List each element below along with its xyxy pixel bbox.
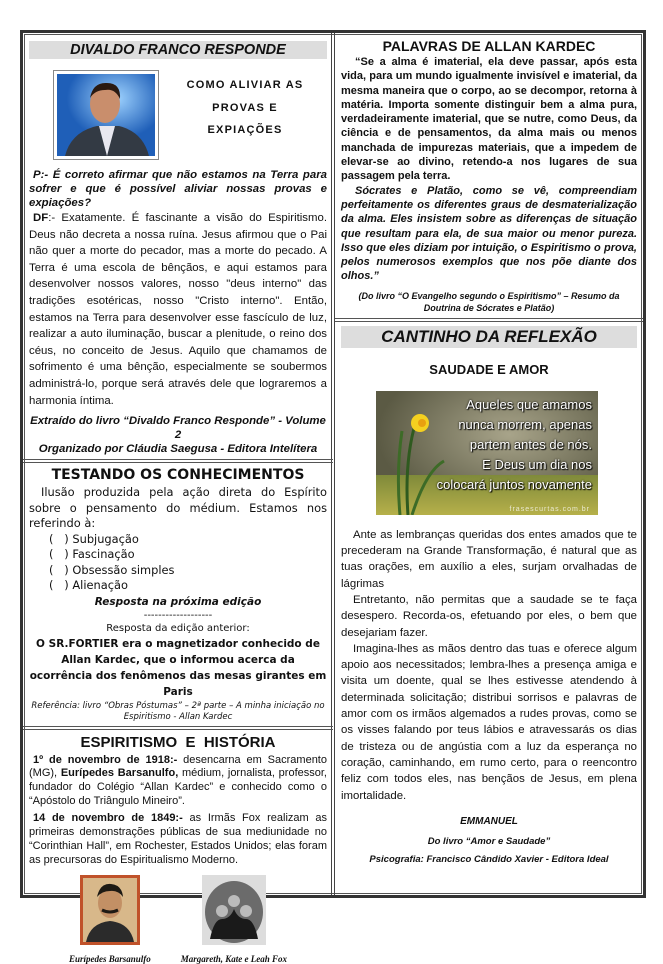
kardec-quote: “Se a alma é imaterial, ela deve passar, após esta vida, para um mundo igualmente invisível e imaterial, da mesma maneira que o corpo, ao se decompor, retorna à matéria. Importa somente distinguir bem a alma pura, verdadeiramente imaterial, que se nutre, como Deus, da ciência e de pensamentos, da alma mais ou menos manchada de impurezas materiais, que a impedem de elevar-se ao divino, retendo-a nos lugares de sua passagem pela terra. [341,56,637,183]
source-line-2: Organizado por Cláudia Saegusa - Editora Intelítera [38,443,318,456]
left-column [25,33,331,964]
reflexao-subtitle: SAUDADE E AMOR [429,361,549,377]
kardec-section [337,37,641,318]
quiz-option[interactable]: ( ) Subjugação [49,531,139,546]
subtitle-line: PROVAS E [212,101,278,114]
photo-euripedes [69,875,151,964]
subtitle-line: COMO ALIVIAR AS [186,79,304,91]
subtitle-line: EXPIAÇÕES [207,124,283,136]
event-date: 14 de novembro de 1849:- [33,812,183,825]
psicografia: Psicografia: Francisco Cândido Xavier - Editora Ideal [369,853,609,865]
image-watermark: frasescurtas.com.br [509,505,590,513]
reflexao-section [337,326,641,865]
photo-caption: Margareth, Kate e Leah Fox [180,954,288,964]
section-title: DIVALDO FRANCO RESPONDE [29,41,327,59]
image-quote-line: colocará juntos novamente [436,476,592,492]
history-event [29,754,327,809]
section-title: TESTANDO OS CONHECIMENTOS [51,467,305,484]
image-quote-line: E Deus um dia nos [482,456,592,472]
quiz-option[interactable]: ( ) Obsessão simples [49,562,175,577]
kardec-quote: Sócrates e Platão, como se vê, compreendiam perfeitamente os diferentes graus de desmaterialização da alma. Eles insistem sobre as diferenças de situação que resultam para ela, de sua maior ou menor pureza. Isso que eles diziam por intuição, o Espiritismo o prova, pelos numerosos exemplos que nos põe diante dos olhos.” [341,184,637,283]
author: EMMANUEL [460,815,518,827]
event-text: desencarna em Sacramento (MG), [29,753,327,780]
event-text: médium, jornalista, professor, fundador do Colégio “Allan Kardec” e conhecido como o “Apóstolo do Triângulo Mineiro”. [29,767,327,807]
book-source: Do livro “Amor e Saudade” [427,835,551,847]
reference: Referência: livro “Obras Póstumas” – 2ª parte – A minha iniciação no Espiritismo - Allan Kardec [31,700,325,722]
next-answer-note: Resposta na próxima edição [94,595,262,608]
quiz-question: Ilusão produzida pela ação direta do Espírito sobre o pensamento do médium. Estamos nos referindo à: [29,485,327,531]
separator: ------------------- [143,609,213,621]
image-quote-line: nunca morrem, apenas [458,416,592,432]
section-title: CANTINHO DA REFLEXÃO [341,326,637,348]
right-column [337,33,641,865]
event-text: as Irmãs Fox realizam as primeiras demonstrações públicas de sua mediunidade no “Corinthian Hall”, em Rochester, Estados Unidos; elas foram as precursoras do Espiritualismo Moderno. [29,812,328,866]
column-divider [331,33,335,895]
image-quote-line: Aqueles que amamos [466,396,592,412]
reflexao-image [376,391,598,515]
section-divider [23,459,333,463]
divaldo-section [25,41,331,459]
quiz-options [29,532,327,594]
kardec-source: (Do livro “O Evangelho segundo o Espiritismo” – Resumo da Doutrina de Sócrates e Platão) [358,290,620,313]
section-title: PALAVRAS DE ALLAN KARDEC [382,38,596,54]
quiz-option[interactable]: ( ) Fascinação [49,547,135,562]
image-quote [437,395,592,495]
quiz-section [25,465,331,726]
photo-fox-sisters [181,875,287,964]
history-section [25,732,331,964]
history-photos [29,875,327,964]
section-title: ESPIRITISMO E HISTÓRIA [80,733,276,751]
divaldo-subtitle [159,70,331,160]
prev-answer-label: Resposta da edição anterior: [106,622,250,634]
reflexao-paragraph: Imagina-lhes as mãos dentro das tuas e oferece algum apoio aos necessitados; lembra-lhes a presença amiga e visita um doente, qual se lhes estivesse atendendo à determinada solicitação; distribui sorrisos e palavras de amor com os irmãos algemados a rudes provas, como se os visses falando por teus lábios e atravessarás os dias de tristeza ou de angústia com a luz da esperança no coração, caminhando, em rumo certo, para o reencontro feliz com todos eles, nas bençãos de Jesus, em plena imortalidade. [341,642,637,802]
reflexao-paragraph: Ante as lembranças queridas dos entes amados que te precederam na Grande Transformação, é natural que as tuas orações, em auxílio a eles, surjam orvalhadas de lágrimas [341,528,637,590]
image-quote-line: partem antes de nós. [469,436,592,452]
prev-answer: O SR.FORTIER era o magnetizador conhecido de Allan Kardec, que o informou acerca da ocorrência dos fenômenos das mesas girantes em Paris [29,637,327,698]
answer-body: :- Exatamente. É fascinante a visão do Espiritismo. Deus não decreta a nossa ruína. Jesus afirmou que o Pai não quer a morte do pecador, mas a morte do pecado. A Terra é uma escola de bênçãos, e aqui estamos para desenvolver nossos valores, nosso "deus interno" das tradições esotéricas, nosso "Cristo interno". Então, estamos na Terra para desenvolver esse fascículo de luz, realizar a auto iluminação, buscar a plenitude, o reino dos céus, no conceito de Jesus. Aquilo que chamamos de sofrimento é uma bênção, especialmente se soubermos administrá-lo, porque será através dele que lograremos a harmonia íntima. [29,212,327,407]
answer-text [29,210,327,409]
section-divider [23,726,333,730]
quiz-option[interactable]: ( ) Alienação [49,578,128,593]
event-date: 1º de novembro de 1918:- [33,753,178,766]
divaldo-photo [53,70,159,160]
section-divider [335,318,643,322]
question-text: P:- É correto afirmar que não estamos na Terra para sofrer e que é possível aliviar nossas provas e expiações? [29,169,327,209]
history-event [29,812,327,867]
event-name: Eurípedes Barsanulfo, [60,767,179,780]
reflexao-paragraph: Entretanto, não permitas que a saudade se te faça desespero. Recorda-os, efetuando por eles, o bem que desejariam fazer. [341,593,637,639]
photo-caption: Eurípedes Barsanulfo [68,954,151,964]
source-line-1: Extraído do livro “Divaldo Franco Responde” - Volume 2 [30,415,326,442]
answer-label: DF [33,212,49,224]
